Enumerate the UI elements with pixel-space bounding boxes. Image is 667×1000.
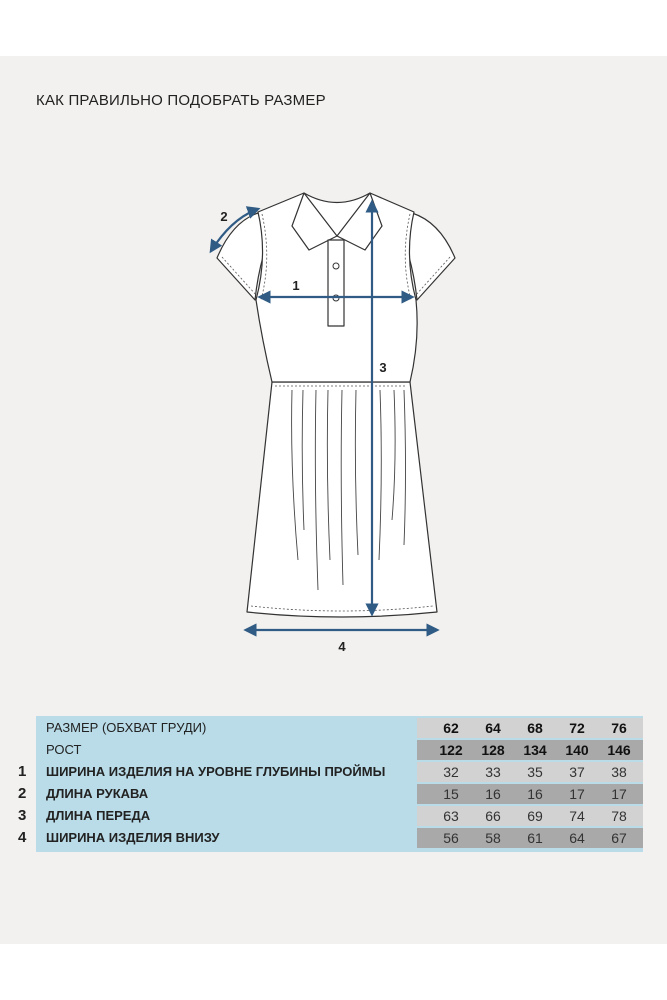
table-cell: 64 (485, 720, 501, 736)
row-label: РОСТ (46, 742, 82, 757)
table-cell: 33 (485, 764, 501, 780)
row-values (417, 762, 643, 782)
table-cell: 122 (439, 742, 463, 758)
table-cell: 37 (569, 764, 585, 780)
table-row (36, 783, 643, 805)
measure-1-label: 1 (292, 278, 300, 293)
table-cell: 140 (565, 742, 589, 758)
table-cell: 38 (611, 764, 627, 780)
row-values (417, 806, 643, 826)
table-row (36, 761, 643, 783)
row-values (417, 718, 643, 738)
measure-3-label: 3 (379, 360, 387, 375)
table-cell: 66 (485, 808, 501, 824)
table-cell: 128 (481, 742, 505, 758)
row-label: ДЛИНА РУКАВА (46, 786, 149, 801)
row-label: ШИРИНА ИЗДЕЛИЯ ВНИЗУ (46, 830, 220, 845)
measure-2-label: 2 (220, 209, 228, 224)
table-cell: 56 (443, 830, 459, 846)
table-row (36, 827, 643, 849)
table-cell: 146 (607, 742, 631, 758)
table-cell: 32 (443, 764, 459, 780)
row-values (417, 740, 643, 760)
table-cell: 35 (527, 764, 543, 780)
table-cell: 74 (569, 808, 585, 824)
table-cell: 63 (443, 808, 459, 824)
row-label: ШИРИНА ИЗДЕЛИЯ НА УРОВНЕ ГЛУБИНЫ ПРОЙМЫ (46, 764, 386, 779)
table-cell: 78 (611, 808, 627, 824)
table-cell: 62 (443, 720, 459, 736)
table-cell: 69 (527, 808, 543, 824)
row-values (417, 784, 643, 804)
size-table (36, 716, 643, 852)
table-cell: 67 (611, 830, 627, 846)
row-values (417, 828, 643, 848)
table-cell: 17 (611, 786, 627, 802)
row-number: 1 (18, 763, 27, 780)
table-cell: 76 (611, 720, 627, 736)
table-row (36, 717, 643, 739)
table-cell: 72 (569, 720, 585, 736)
table-cell: 134 (523, 742, 547, 758)
page-title: КАК ПРАВИЛЬНО ПОДОБРАТЬ РАЗМЕР (36, 92, 326, 109)
table-cell: 15 (443, 786, 459, 802)
row-number: 2 (18, 785, 27, 802)
table-cell: 16 (485, 786, 501, 802)
table-cell: 17 (569, 786, 585, 802)
row-label: ДЛИНА ПЕРЕДА (46, 808, 151, 823)
row-number: 3 (18, 807, 27, 824)
measure-4-label: 4 (338, 639, 346, 654)
table-cell: 68 (527, 720, 543, 736)
table-row (36, 805, 643, 827)
table-cell: 64 (569, 830, 585, 846)
table-cell: 61 (527, 830, 543, 846)
table-row (36, 739, 643, 761)
table-cell: 58 (485, 830, 501, 846)
dress-skirt (247, 382, 437, 617)
table-cell: 16 (527, 786, 543, 802)
row-number: 4 (18, 829, 27, 846)
dress-placket (328, 240, 344, 326)
row-label: РАЗМЕР (ОБХВАТ ГРУДИ) (46, 720, 207, 735)
